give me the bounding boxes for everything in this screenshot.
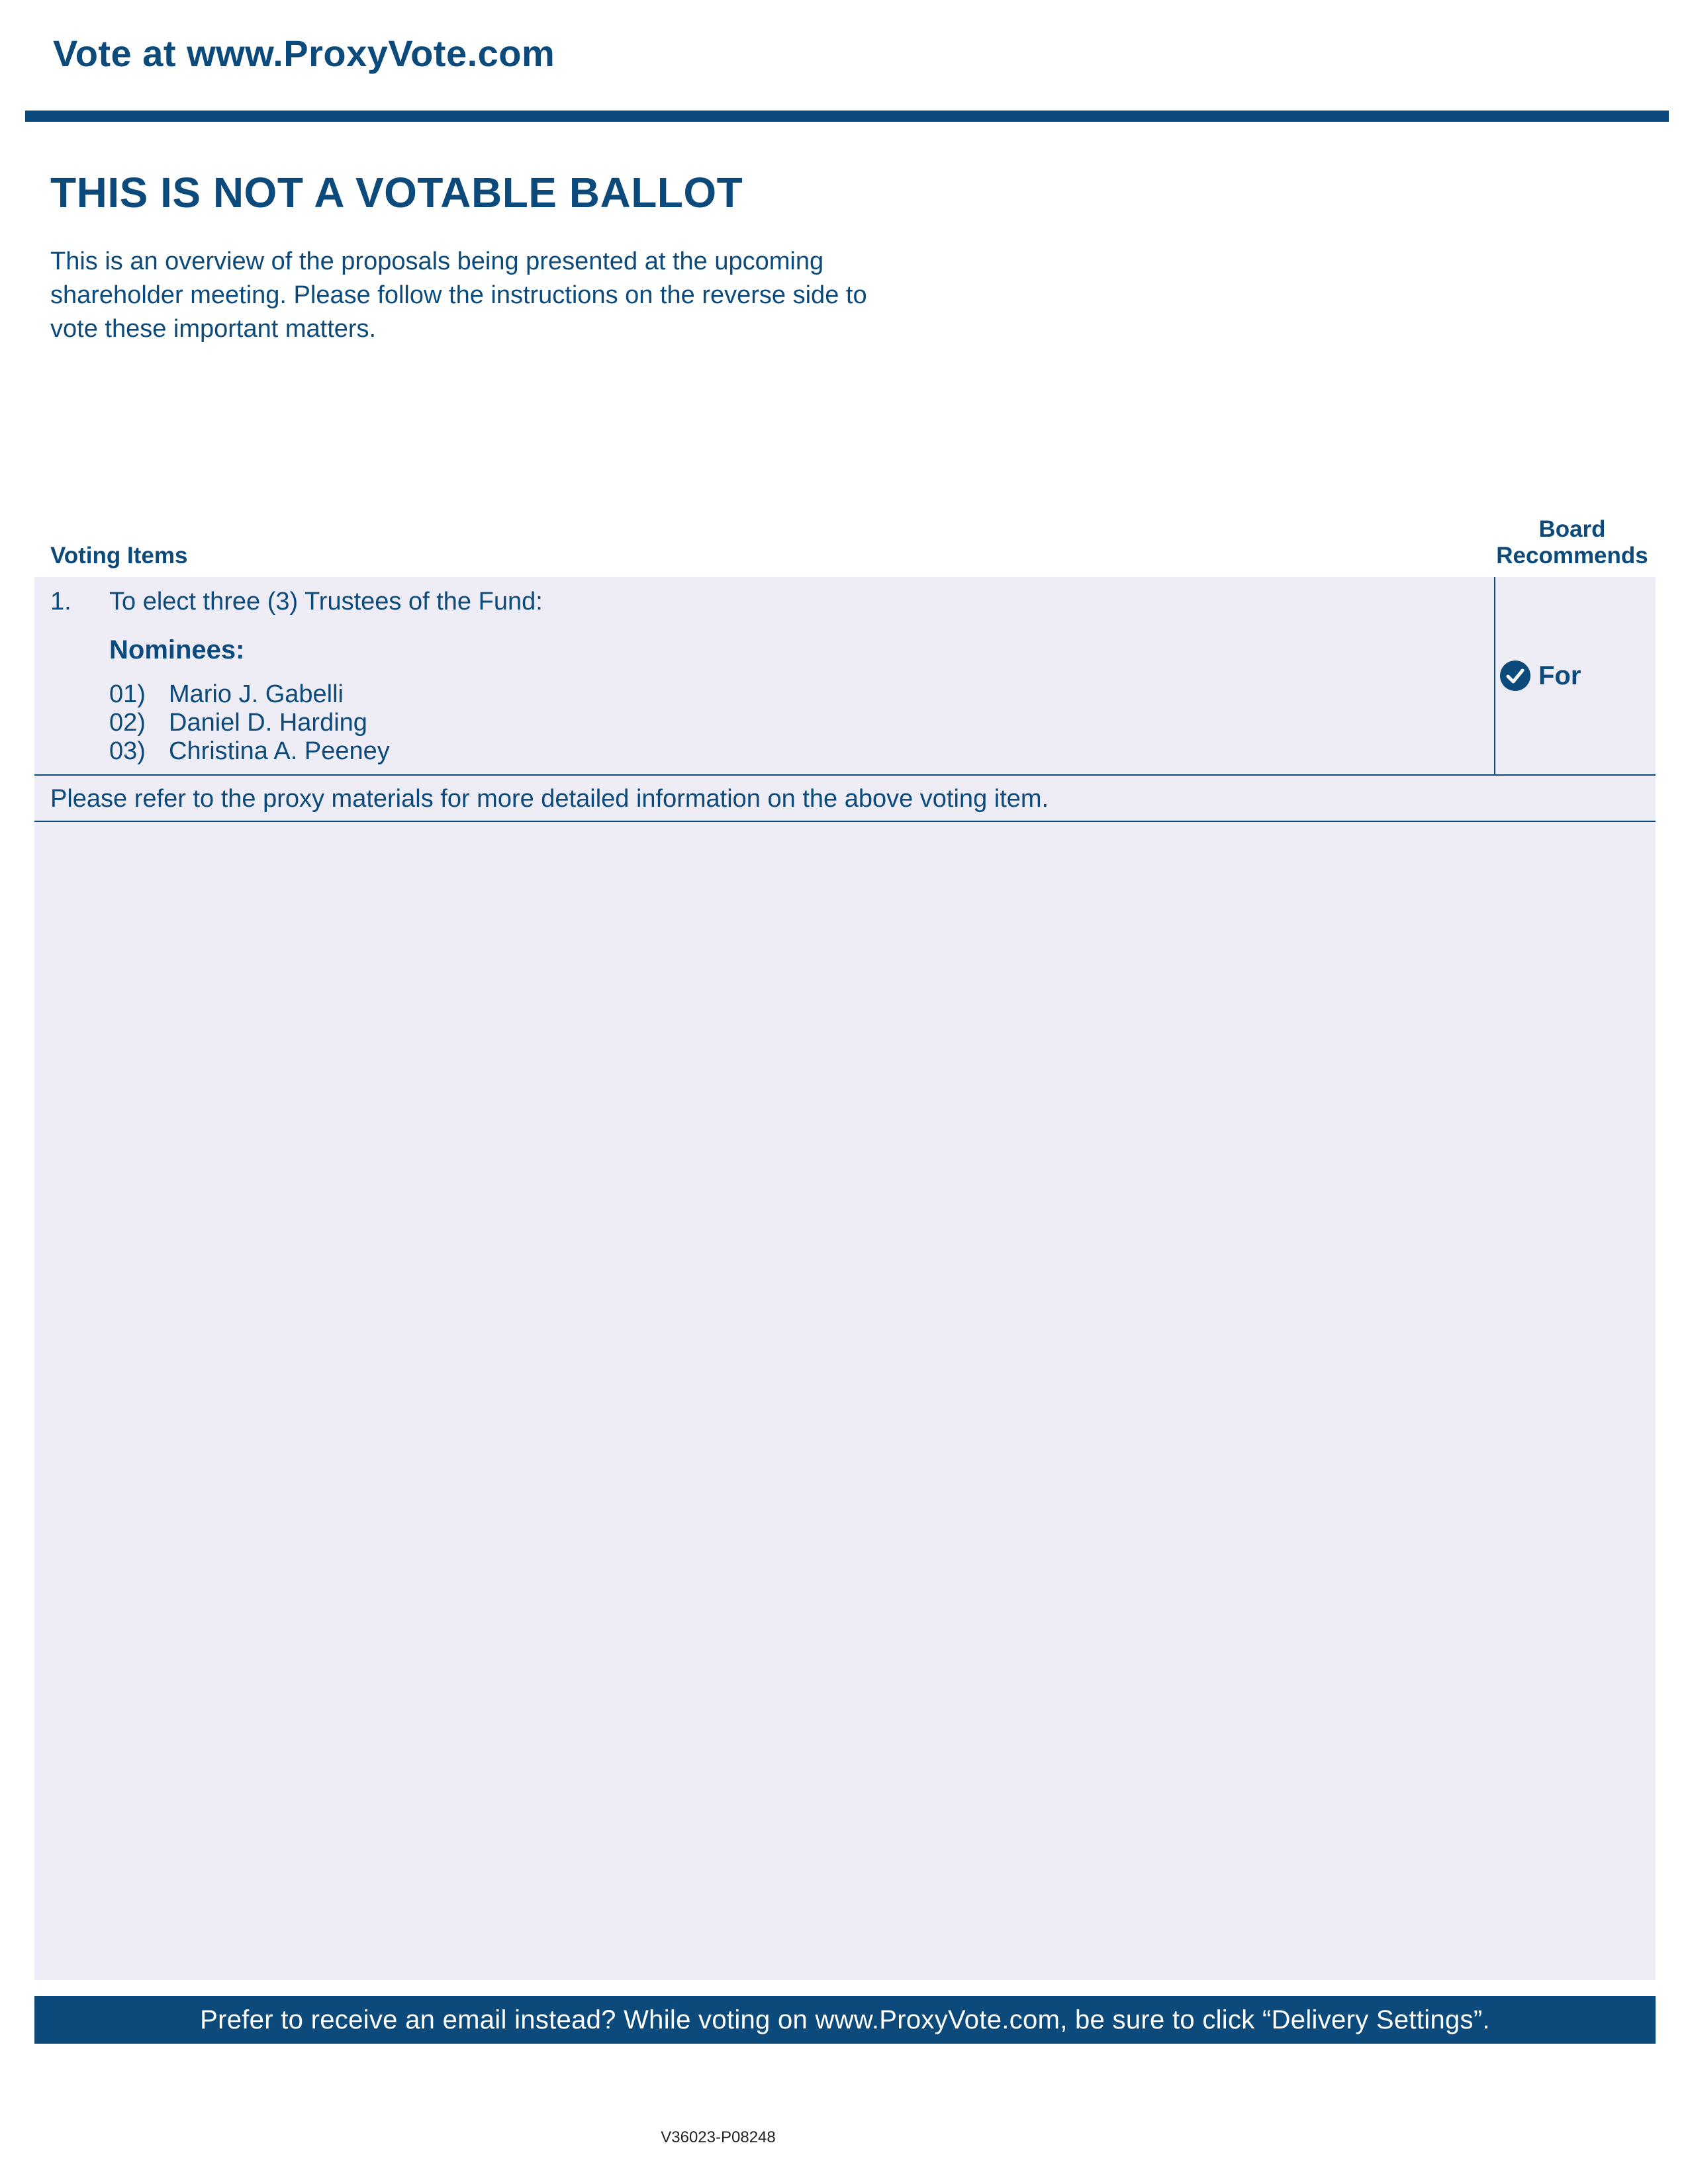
recommendation-value: For — [1538, 660, 1581, 690]
proxy-materials-note: Please refer to the proxy materials for more detailed information on the above voting item. — [50, 785, 1049, 813]
item-text: To elect three (3) Trustees of the Fund: — [109, 588, 543, 615]
nominee-number: 02) — [109, 709, 146, 737]
delivery-settings-banner — [34, 1996, 1656, 2044]
note-divider — [34, 821, 1656, 822]
column-divider — [1494, 577, 1495, 774]
nominee-name: Christina A. Peeney — [169, 737, 390, 765]
board-recommends-line2: Recommends — [1496, 543, 1648, 569]
nominee-number: 03) — [109, 737, 146, 765]
nominees-heading: Nominees: — [109, 635, 245, 664]
delivery-settings-text: Prefer to receive an email instead? While voting on www.ProxyVote.com, be sure to click “Delivery Settings”. — [200, 2005, 1490, 2034]
board-recommends-header — [1489, 516, 1655, 569]
nominee-row — [109, 680, 390, 709]
nominee-number: 01) — [109, 680, 146, 708]
check-circle-icon — [1500, 660, 1530, 691]
nominee-name: Mario J. Gabelli — [169, 680, 344, 708]
document-id-text: V36023-P08248 — [661, 2128, 776, 2146]
voting-items-header: Voting Items — [50, 543, 188, 569]
item-number: 1. — [50, 588, 71, 615]
header-rule — [25, 111, 1669, 122]
board-recommendation — [1500, 660, 1581, 691]
board-recommends-line1: Board — [1538, 516, 1606, 542]
nominee-row — [109, 709, 390, 737]
proxyvote-link-heading: Vote at www.ProxyVote.com — [53, 32, 555, 74]
item-divider — [34, 774, 1656, 776]
overview-paragraph: This is an overview of the proposals being presented at the upcoming shareholder meeting. Please follow the instructions on the reverse side to vote these important matters. — [50, 248, 867, 343]
nominee-name: Daniel D. Harding — [169, 709, 367, 737]
page-title: THIS IS NOT A VOTABLE BALLOT — [50, 169, 743, 216]
document-id — [0, 2128, 1436, 2147]
nominee-list — [109, 680, 390, 766]
nominee-row — [109, 737, 390, 766]
